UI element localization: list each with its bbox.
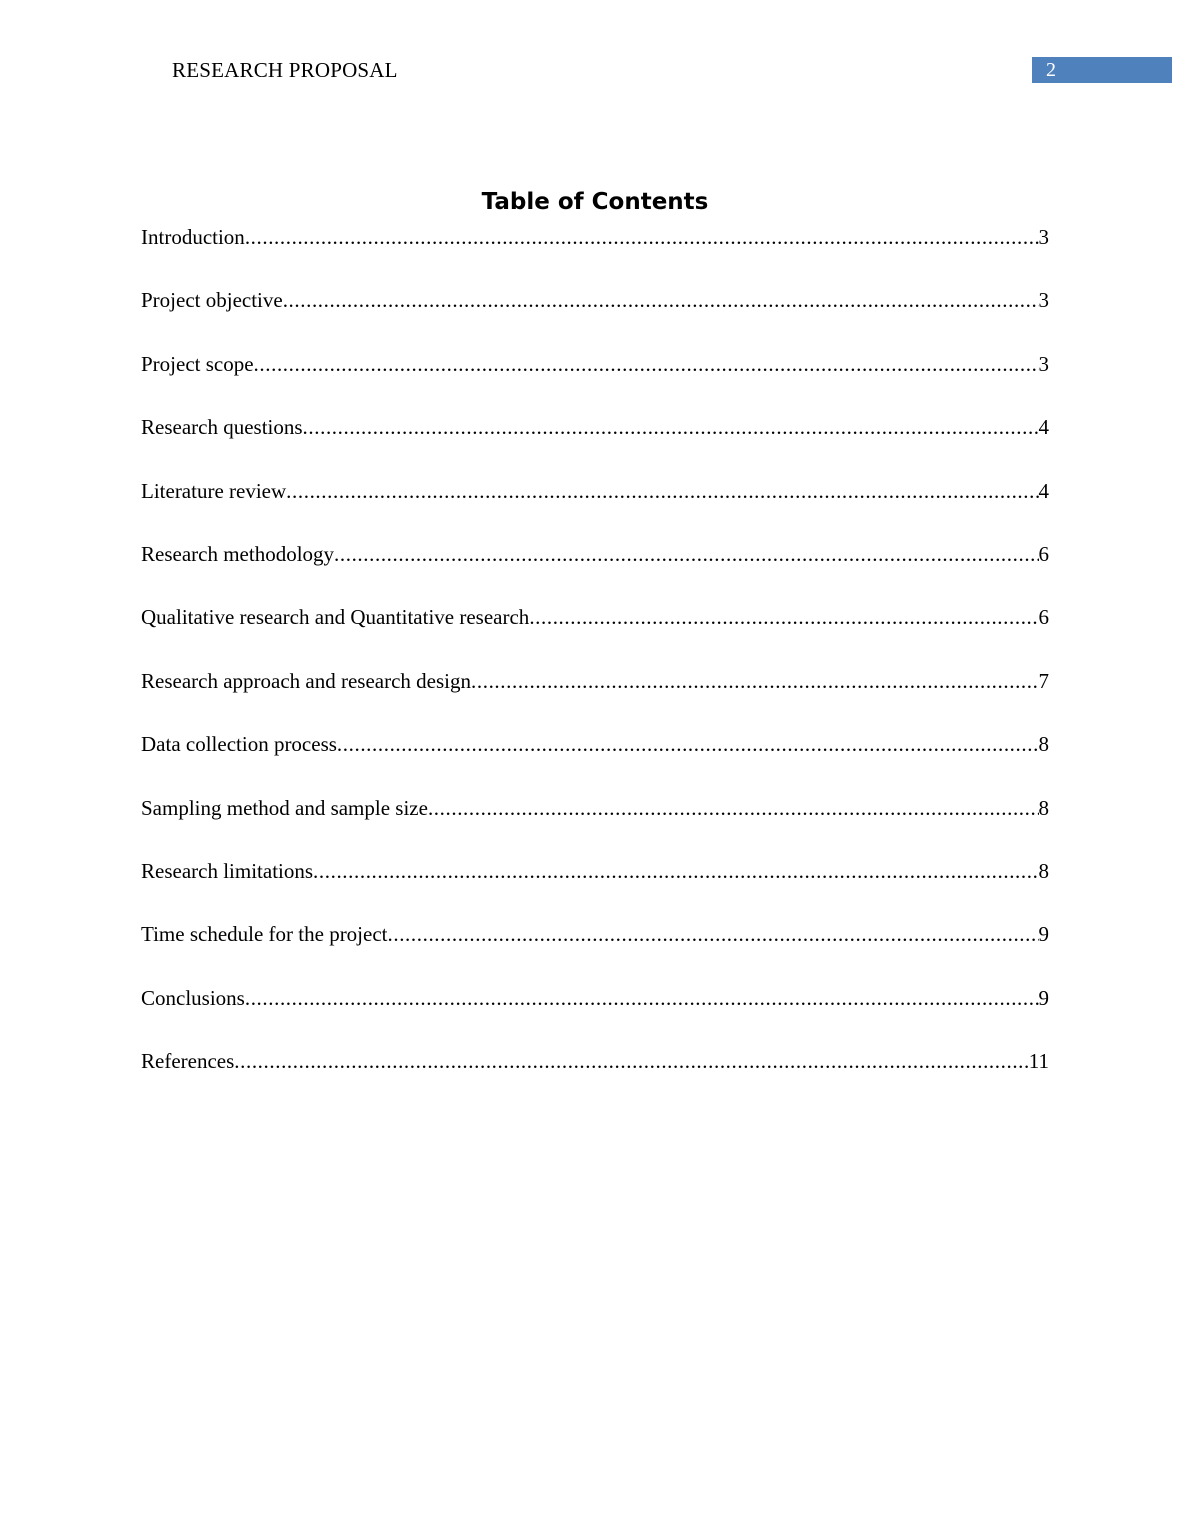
toc-entry-label: Literature review bbox=[141, 478, 287, 503]
page-number-box bbox=[1032, 57, 1172, 83]
dot-leader bbox=[254, 350, 1039, 378]
toc-entry-label: Research questions bbox=[141, 415, 303, 440]
toc-entry-page: 3 bbox=[1038, 288, 1049, 313]
dot-leader bbox=[529, 603, 1038, 631]
toc-entry-page: 4 bbox=[1038, 478, 1049, 503]
toc-entry-conclusions[interactable] bbox=[141, 984, 1049, 1047]
toc-entry-time-schedule[interactable] bbox=[141, 920, 1049, 983]
toc-entry-page: 7 bbox=[1038, 668, 1049, 693]
running-head: RESEARCH PROPOSAL bbox=[172, 58, 398, 82]
toc-entry-research-limitations[interactable] bbox=[141, 857, 1049, 920]
toc-entry-page: 9 bbox=[1038, 922, 1049, 947]
toc-entry-label: Sampling method and sample size bbox=[141, 795, 428, 820]
dot-leader bbox=[303, 413, 1039, 441]
dot-leader bbox=[388, 920, 1039, 948]
dot-leader bbox=[245, 223, 1039, 251]
dot-leader bbox=[283, 286, 1039, 314]
dot-leader bbox=[234, 1047, 1028, 1075]
dot-leader bbox=[313, 857, 1038, 885]
dot-leader bbox=[471, 667, 1038, 695]
toc-entry-label: Research methodology bbox=[141, 541, 335, 566]
toc-entry-qualitative-quantitative[interactable] bbox=[141, 603, 1049, 666]
toc-entry-label: Research limitations bbox=[141, 858, 314, 883]
toc-entry-page: 8 bbox=[1038, 858, 1049, 883]
toc-entry-page: 4 bbox=[1038, 415, 1049, 440]
toc-list bbox=[141, 223, 1049, 1110]
toc-entry-page: 11 bbox=[1028, 1049, 1049, 1074]
dot-leader bbox=[337, 730, 1039, 758]
toc-entry-label: References bbox=[141, 1049, 235, 1074]
toc-title: Table of Contents bbox=[481, 189, 709, 215]
toc-entry-introduction[interactable] bbox=[141, 223, 1049, 286]
toc-entry-page: 3 bbox=[1038, 351, 1049, 376]
toc-entry-project-objective[interactable] bbox=[141, 286, 1049, 349]
toc-entry-label: Qualitative research and Quantitative research bbox=[141, 605, 530, 630]
toc-entry-page: 8 bbox=[1038, 732, 1049, 757]
toc-entry-research-methodology[interactable] bbox=[141, 540, 1049, 603]
toc-entry-sampling-method[interactable] bbox=[141, 794, 1049, 857]
toc-entry-label: Project objective bbox=[141, 288, 283, 313]
toc-entry-label: Conclusions bbox=[141, 985, 245, 1010]
toc-entry-label: Time schedule for the project bbox=[141, 922, 388, 947]
toc-entry-label: Research approach and research design bbox=[141, 668, 472, 693]
toc-entry-label: Introduction bbox=[141, 225, 245, 249]
dot-leader bbox=[245, 984, 1039, 1012]
toc-entry-page: 9 bbox=[1038, 985, 1049, 1010]
toc-entry-page: 8 bbox=[1038, 795, 1049, 820]
toc-entry-page: 6 bbox=[1038, 605, 1049, 630]
toc-entry-research-questions[interactable] bbox=[141, 413, 1049, 476]
toc-entry-references[interactable] bbox=[141, 1047, 1049, 1110]
dot-leader bbox=[428, 794, 1039, 822]
toc-entry-page: 6 bbox=[1038, 541, 1049, 566]
toc-entry-label: Project scope bbox=[141, 351, 254, 376]
toc-entry-project-scope[interactable] bbox=[141, 350, 1049, 413]
dot-leader bbox=[286, 477, 1038, 505]
toc-entry-data-collection[interactable] bbox=[141, 730, 1049, 793]
toc-entry-page: 3 bbox=[1038, 225, 1049, 249]
page-number: 2 bbox=[1046, 59, 1056, 81]
dot-leader bbox=[334, 540, 1038, 568]
toc-entry-research-approach[interactable] bbox=[141, 667, 1049, 730]
toc-entry-label: Data collection process bbox=[141, 732, 337, 757]
toc-entry-literature-review[interactable] bbox=[141, 477, 1049, 540]
